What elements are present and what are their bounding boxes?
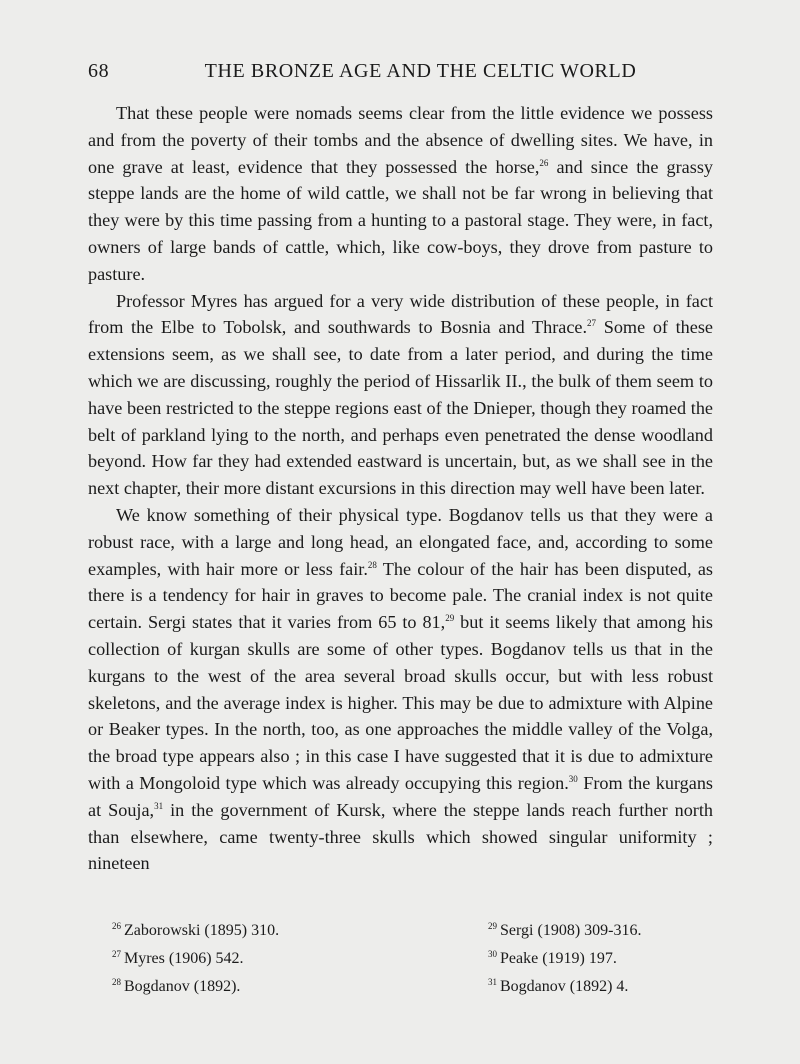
text-run: in the government of Kursk, where the steppe lands reach further north than elsewhere, came twenty-three skulls which showed singular uniformity ; nineteen	[88, 799, 713, 874]
footnote-number: 26	[112, 921, 121, 931]
footnote-text: Peake (1919) 197.	[500, 950, 617, 967]
footnote-text: Bogdanov (1892) 4.	[500, 978, 629, 995]
footnote-text: Sergi (1908) 309-316.	[500, 922, 642, 939]
footnote	[488, 945, 641, 973]
footnote-text: Bogdanov (1892).	[124, 978, 241, 995]
footnotes-right-column	[488, 917, 641, 1001]
footnote	[112, 973, 279, 1001]
text-run: From the kurgans at Souja,	[88, 772, 713, 820]
footnote-text: Myres (1906) 542.	[124, 950, 244, 967]
footnote	[488, 973, 641, 1001]
footnote	[112, 945, 279, 973]
footnotes-left-column	[112, 917, 279, 1001]
footnote	[488, 917, 641, 945]
page-number: 68	[88, 60, 110, 82]
footnote-ref: 28	[367, 559, 377, 570]
footnote	[112, 917, 279, 945]
footnote-ref: 26	[539, 157, 549, 168]
paragraph	[88, 100, 713, 288]
footnote-ref: 29	[445, 613, 455, 624]
footnote-number: 31	[488, 977, 497, 987]
footnote-ref: 30	[568, 773, 578, 784]
footnote-number: 27	[112, 949, 121, 959]
footnote-ref: 27	[587, 318, 597, 329]
footnote-number: 30	[488, 949, 497, 959]
text-run: That these people were nomads seems clear from the little evidence we possess and from the poverty of their tombs and the absence of dwelling sites. We have, in one grave at least, evidence that they possessed the horse,	[88, 103, 713, 177]
text-run: Some of these extensions seem, as we shall see, to date from a later period, and during the time which we are discussing, roughly the period of Hissarlik II., the bulk of them seem to have been restricted to the steppe regions east of the Dnieper, though they roamed the belt of parkland lying to the north, and perhaps even penetrated the dense woodland beyond. How far they had extended eastward is uncertain, but, as we shall see in the next chapter, their more distant excursions in this direction may well have been later.	[88, 317, 714, 499]
text-run: Professor Myres has argued for a very wide distribution of these people, in fact from the Elbe to Tobolsk, and southwards to Bosnia and Thrace.	[88, 290, 713, 338]
footnote-number: 29	[488, 921, 497, 931]
paragraph	[88, 288, 713, 502]
body-text	[88, 100, 713, 877]
footnote-text: Zaborowski (1895) 310.	[124, 922, 280, 939]
footnote-ref: 31	[154, 800, 164, 811]
page-header	[88, 60, 713, 88]
footnote-number: 28	[112, 977, 121, 987]
text-run: The colour of the hair has been disputed, as there is a tendency for hair in graves to become pale. The cranial index is not quite certain. Sergi states that it varies from 65 to 81,	[88, 558, 713, 633]
paragraph	[88, 502, 713, 877]
text-run: but it seems likely that among his collection of kurgan skulls are some of other types. Bogdanov tells us that in the kurgans to the west of the area several broad skulls occur, but with less robust skeletons, and the average index is higher. This may be due to admixture with Alpine or Beaker types. In the north, too, as one approaches the middle valley of the Volga, the broad type appears also ; in this case I have suggested that it is due to admixture with a Mongoloid type which was already occupying this region.	[88, 612, 714, 793]
running-title: THE BRONZE AGE AND THE CELTIC WORLD	[204, 60, 637, 82]
text-run: and since the grassy steppe lands are the home of wild cattle, we shall not be far wrong in believing that they were by this time passing from a hunting to a pastoral stage. They were, in fact, owners of large bands of cattle, which, like cow-boys, they drove from pasture to pasture.	[88, 156, 713, 284]
text-run: We know something of their physical type. Bogdanov tells us that they were a robust race, with a large and long head, an elongated face, and, according to some examples, with hair more or less fair.	[88, 504, 713, 579]
